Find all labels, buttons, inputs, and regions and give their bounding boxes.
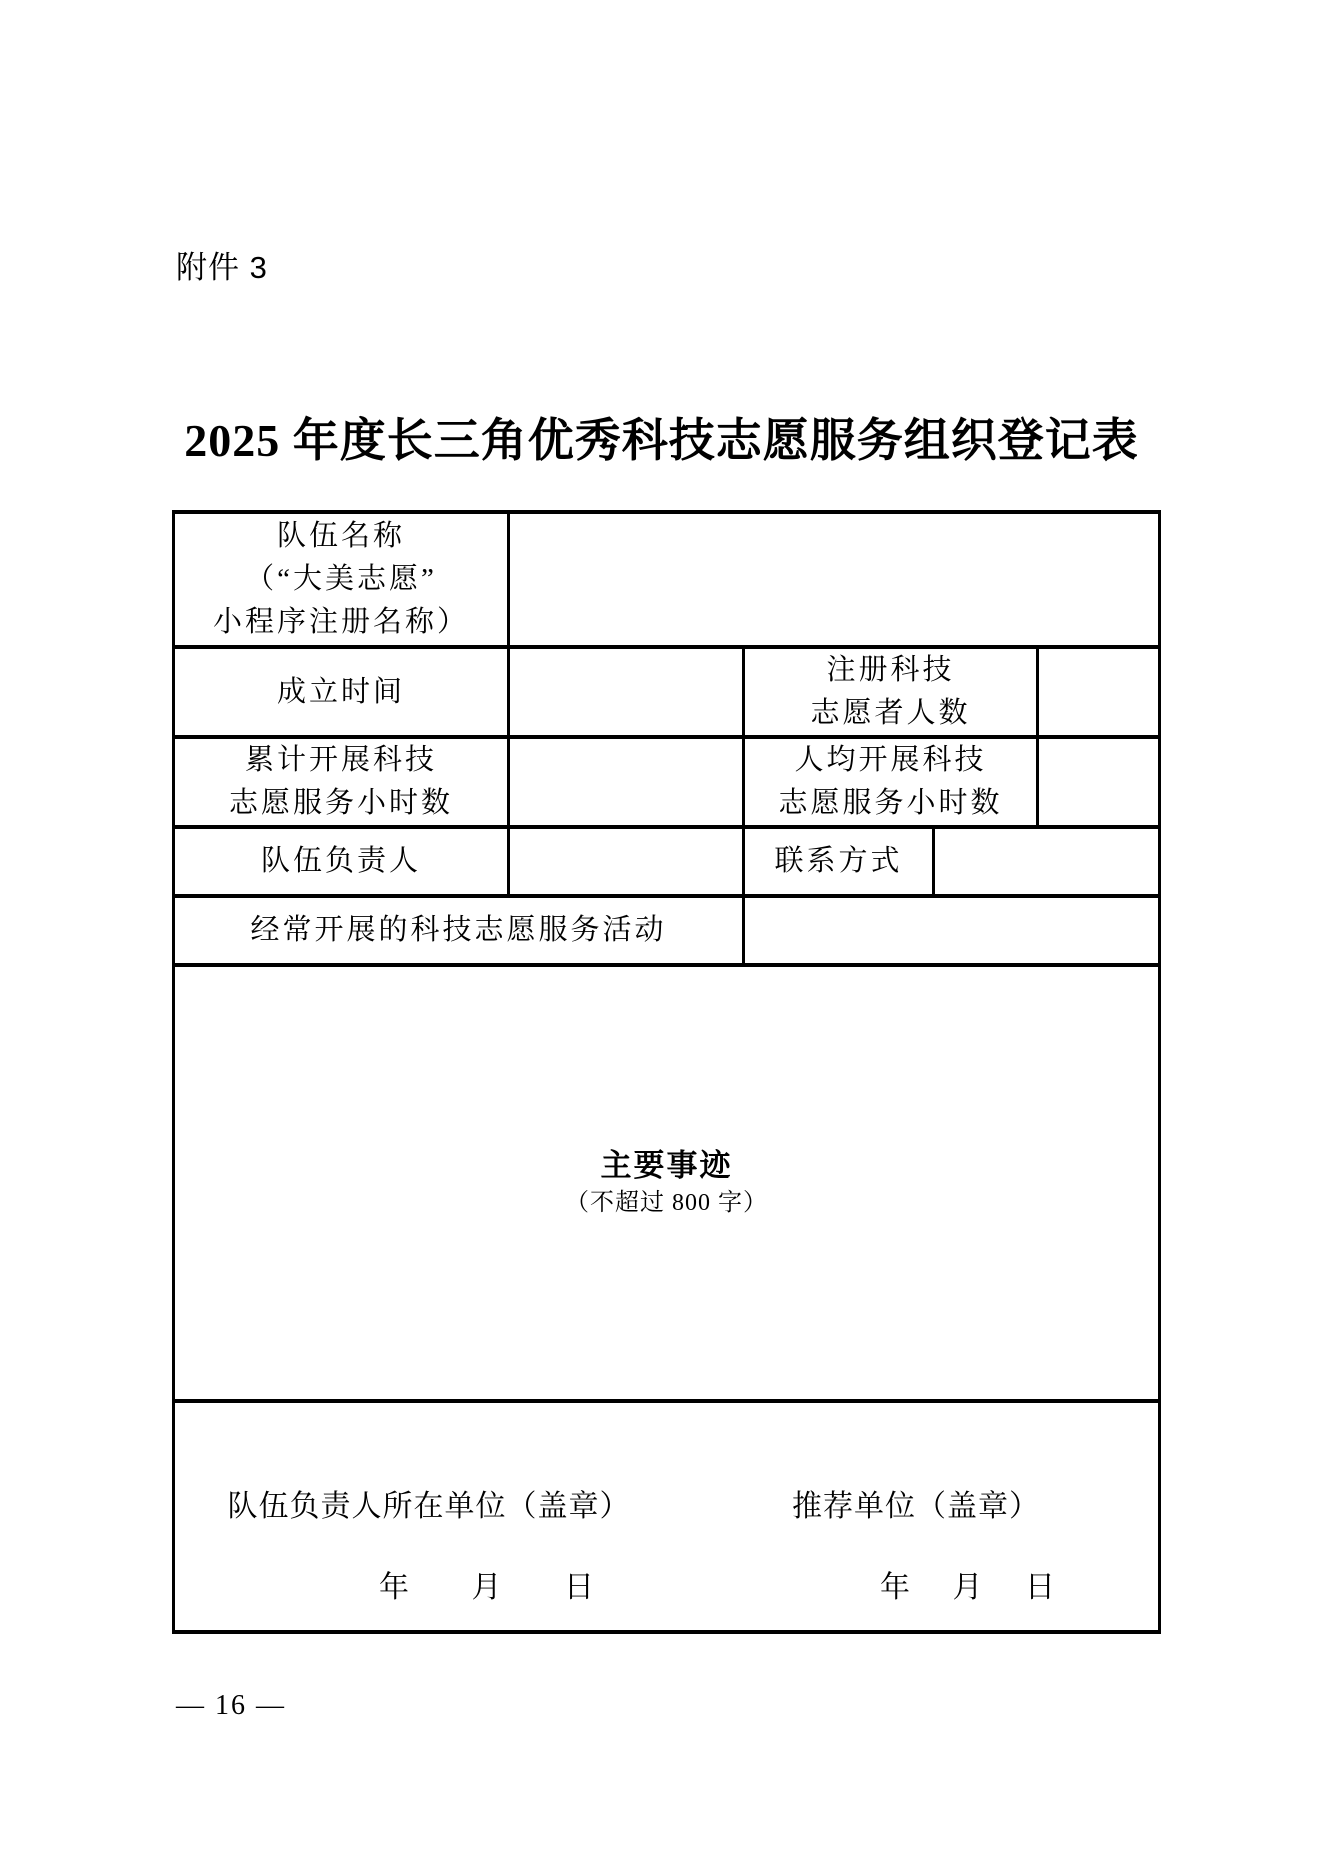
per-capita-hours-label [744,737,1038,827]
year-label: 年 [880,1570,913,1604]
frequent-activities-label: 经常开展的科技志愿服务活动 [174,896,744,965]
signature-row [175,1485,1158,1609]
attachment-label: 附件 3 [176,250,268,285]
per-capita-hours-label-line: 志愿服务小时数 [778,787,1003,819]
recommender-signature-block [775,1485,1057,1609]
recommender-seal-label: 推荐单位（盖章） [792,1489,1040,1523]
founding-time-label: 成立时间 [174,647,509,737]
table-row [174,647,1160,737]
page-title: 2025 年度长三角优秀科技志愿服务组织登记表 [184,415,1139,466]
total-hours-value-cell [509,737,744,827]
registered-volunteers-label-line: 注册科技 [826,654,955,686]
team-name-label-line: 小程序注册名称） [212,606,469,638]
contact-label: 联系方式 [744,827,934,896]
registered-volunteers-value-cell [1038,647,1160,737]
table-row [174,512,1160,647]
deeds-cell [174,965,1160,1401]
team-name-label-line: （“大美志愿” [245,563,437,595]
registration-table [172,510,1161,1634]
leader-unit-signature-block [189,1485,669,1609]
month-label: 月 [952,1570,986,1604]
leader-label: 队伍负责人 [174,827,509,896]
founding-time-value-cell [509,647,744,737]
deeds-note: （不超过 800 字） [565,1190,768,1216]
per-capita-hours-value-cell [1038,737,1160,827]
page-number: — 16 — [176,1690,286,1721]
table-row [174,737,1160,827]
signature-cell [174,1401,1160,1632]
registered-volunteers-label-line: 志愿者人数 [810,697,971,729]
deeds-title: 主要事迹 [600,1148,733,1183]
team-name-label [174,512,509,647]
table-row [174,1401,1160,1632]
per-capita-hours-label-line: 人均开展科技 [794,744,987,776]
recommender-date-line [880,1566,1058,1609]
month-label: 月 [471,1570,505,1604]
frequent-activities-value-cell [744,896,1160,965]
year-label: 年 [379,1570,412,1604]
contact-value-cell [934,827,1160,896]
leader-unit-date-line [379,1566,597,1609]
total-hours-label-line: 志愿服务小时数 [228,787,453,819]
day-label: 日 [564,1570,597,1604]
leader-value-cell [509,827,744,896]
leader-unit-seal-label: 队伍负责人所在单位（盖章） [227,1489,631,1523]
total-hours-label-line: 累计开展科技 [244,744,437,776]
registered-volunteers-label [744,647,1038,737]
total-hours-label [174,737,509,827]
table-row [174,896,1160,965]
day-label: 日 [1025,1570,1058,1604]
team-name-label-line: 队伍名称 [276,520,405,552]
table-row [174,965,1160,1401]
team-name-value-cell [509,512,1160,647]
table-row [174,827,1160,896]
